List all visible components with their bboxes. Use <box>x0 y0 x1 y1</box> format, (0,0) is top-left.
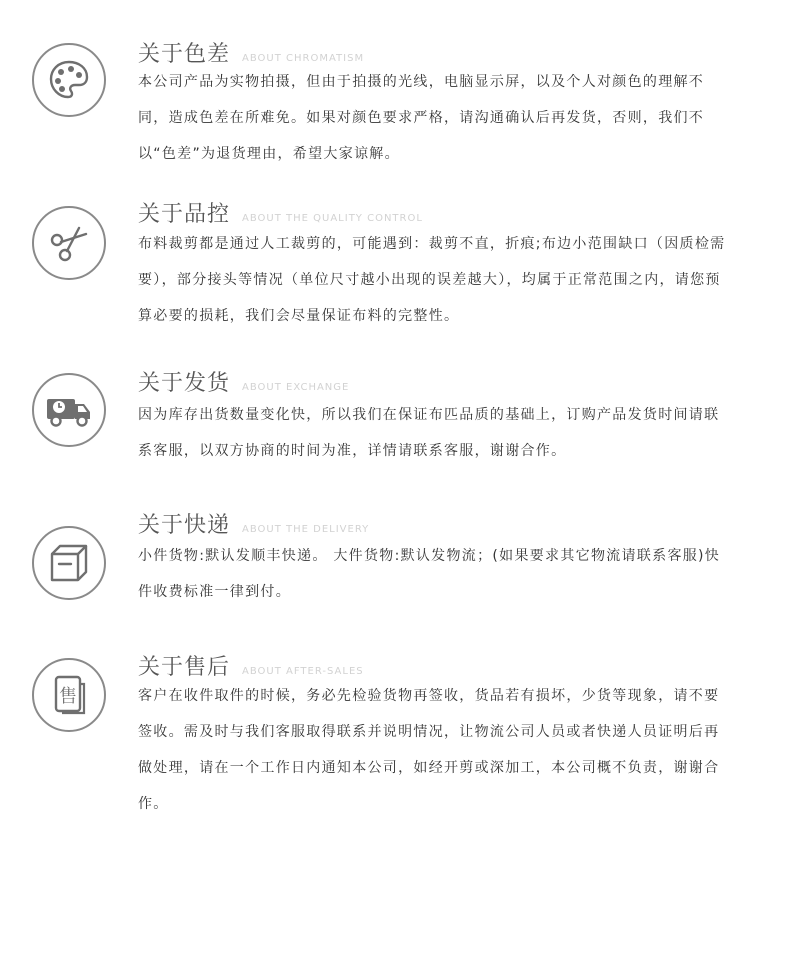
section-title: 关于售后 <box>138 655 231 680</box>
section-header <box>138 366 349 397</box>
after-sales-document-icon <box>32 658 106 732</box>
section-title: 关于色差 <box>138 42 231 67</box>
section-subtitle: ABOUT EXCHANGE <box>242 382 350 393</box>
section-body: 布料裁剪都是通过人工裁剪的，可能遇到：裁剪不直，折痕;布边小范围缺口（因质检需要），部分接头等情况（单位尺寸越小出现的误差越大），均属于正常范围之内，请您预算必要的损耗，我们会尽量保证布料的完整性。 <box>138 236 726 324</box>
package-box-icon <box>32 526 106 600</box>
section-title: 关于快递 <box>138 513 231 538</box>
section-header <box>138 197 423 228</box>
section-body: 本公司产品为实物拍摄，但由于拍摄的光线，电脑显示屏，以及个人对颜色的理解不同，造成色差在所难免。如果对颜色要求严格，请沟通确认后再发货，否则，我们不以“色差”为退货理由，希望大家谅解。 <box>138 74 705 162</box>
section-body: 客户在收件取件的时候，务必先检验货物再签收，货品若有损坏，少货等现象，请不要签收。需及时与我们客服取得联系并说明情况，让物流公司人员或者快递人员证明后再做处理，请在一个工作日内通知本公司，如经开剪或深加工，本公司概不负责，谢谢合作。 <box>138 688 720 812</box>
section-subtitle: ABOUT AFTER-SALES <box>242 666 364 677</box>
palette-icon <box>32 43 106 117</box>
section-body: 因为库存出货数量变化快，所以我们在保证布匹品质的基础上，订购产品发货时间请联系客服，以双方协商的时间为准，详情请联系客服，谢谢合作。 <box>138 407 720 459</box>
section-title: 关于发货 <box>138 371 231 396</box>
section-subtitle: ABOUT THE DELIVERY <box>242 524 370 535</box>
scissors-icon <box>32 206 106 280</box>
section-subtitle: ABOUT CHROMATISM <box>242 53 365 64</box>
after-sales-glyph: 售 <box>59 686 77 707</box>
delivery-truck-icon <box>32 373 106 447</box>
section-body: 小件货物:默认发顺丰快递。 大件货物:默认发物流；(如果要求其它物流请联系客服)快件收费标准一律到付。 <box>138 548 721 600</box>
section-subtitle: ABOUT THE QUALITY CONTROL <box>242 213 423 224</box>
section-title: 关于品控 <box>138 202 231 227</box>
section-header <box>138 650 364 681</box>
section-header <box>138 508 369 539</box>
